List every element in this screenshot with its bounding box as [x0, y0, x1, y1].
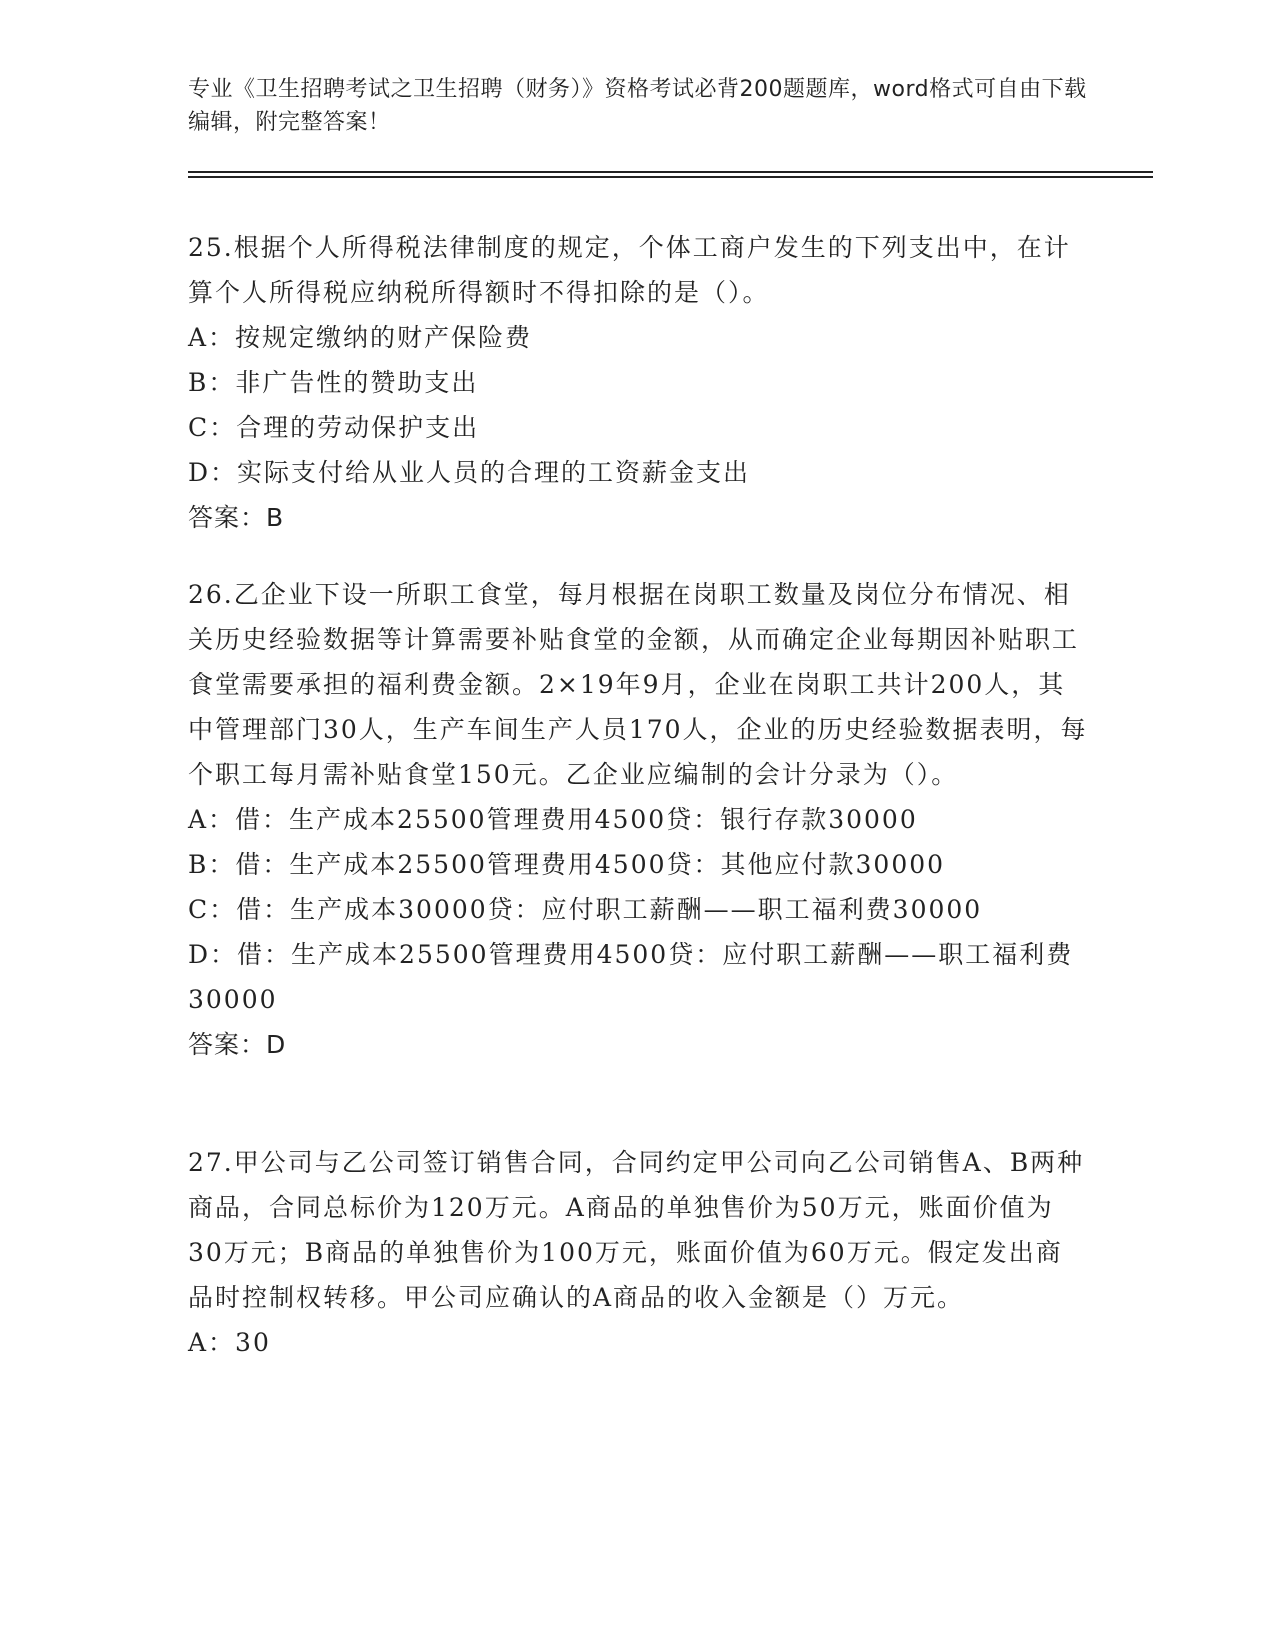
option-b: B：借：生产成本25500管理费用4500贷：其他应付款30000	[188, 850, 946, 879]
option-d: D：实际支付给从业人员的合理的工资薪金支出	[188, 458, 751, 487]
header-divider-top	[188, 171, 1153, 173]
option-a: A：按规定缴纳的财产保险费	[188, 323, 533, 352]
option-b: B：非广告性的赞助支出	[188, 368, 479, 397]
answer: 答案：D	[188, 1030, 287, 1059]
option-c: C：合理的劳动保护支出	[188, 413, 480, 442]
option-a: A：借：生产成本25500管理费用4500贷：银行存款30000	[188, 805, 918, 834]
option-a: A：30	[188, 1328, 271, 1357]
option-d: D：借：生产成本25500管理费用4500贷：应付职工薪酬——职工福利费30000	[188, 940, 1074, 1014]
question-stem: 27.甲公司与乙公司签订销售合同，合同约定甲公司向乙公司销售A、B两种商品，合同总标价为120万元。A商品的单独售价为50万元，账面价值为30万元；B商品的单独售价为100万元，账面价值为60万元。假定发出商品时控制权转移。甲公司应确认的A商品的收入金额是（）万元。	[188, 1148, 1085, 1312]
question-26	[188, 572, 1088, 1067]
question-27	[188, 1140, 1088, 1365]
question-stem: 25.根据个人所得税法律制度的规定，个体工商户发生的下列支出中，在计算个人所得税应纳税所得额时不得扣除的是（）。	[188, 233, 1071, 307]
answer: 答案：B	[188, 503, 285, 532]
question-stem: 26.乙企业下设一所职工食堂，每月根据在岗职工数量及岗位分布情况、相关历史经验数据等计算需要补贴食堂的金额，从而确定企业每期因补贴职工食堂需要承担的福利费金额。2×19年9月，企业在岗职工共计200人，其中管理部门30人，生产车间生产人员170人，企业的历史经验数据表明，每个职工每月需补贴食堂150元。乙企业应编制的会计分录为（）。	[188, 580, 1088, 789]
question-25	[188, 225, 1088, 540]
document-header: 专业《卫生招聘考试之卫生招聘（财务）》资格考试必背200题题库，word格式可自由下载编辑，附完整答案！	[188, 77, 1087, 135]
option-c: C：借：生产成本30000贷：应付职工薪酬——职工福利费30000	[188, 895, 983, 924]
header-divider-bottom	[188, 176, 1153, 178]
